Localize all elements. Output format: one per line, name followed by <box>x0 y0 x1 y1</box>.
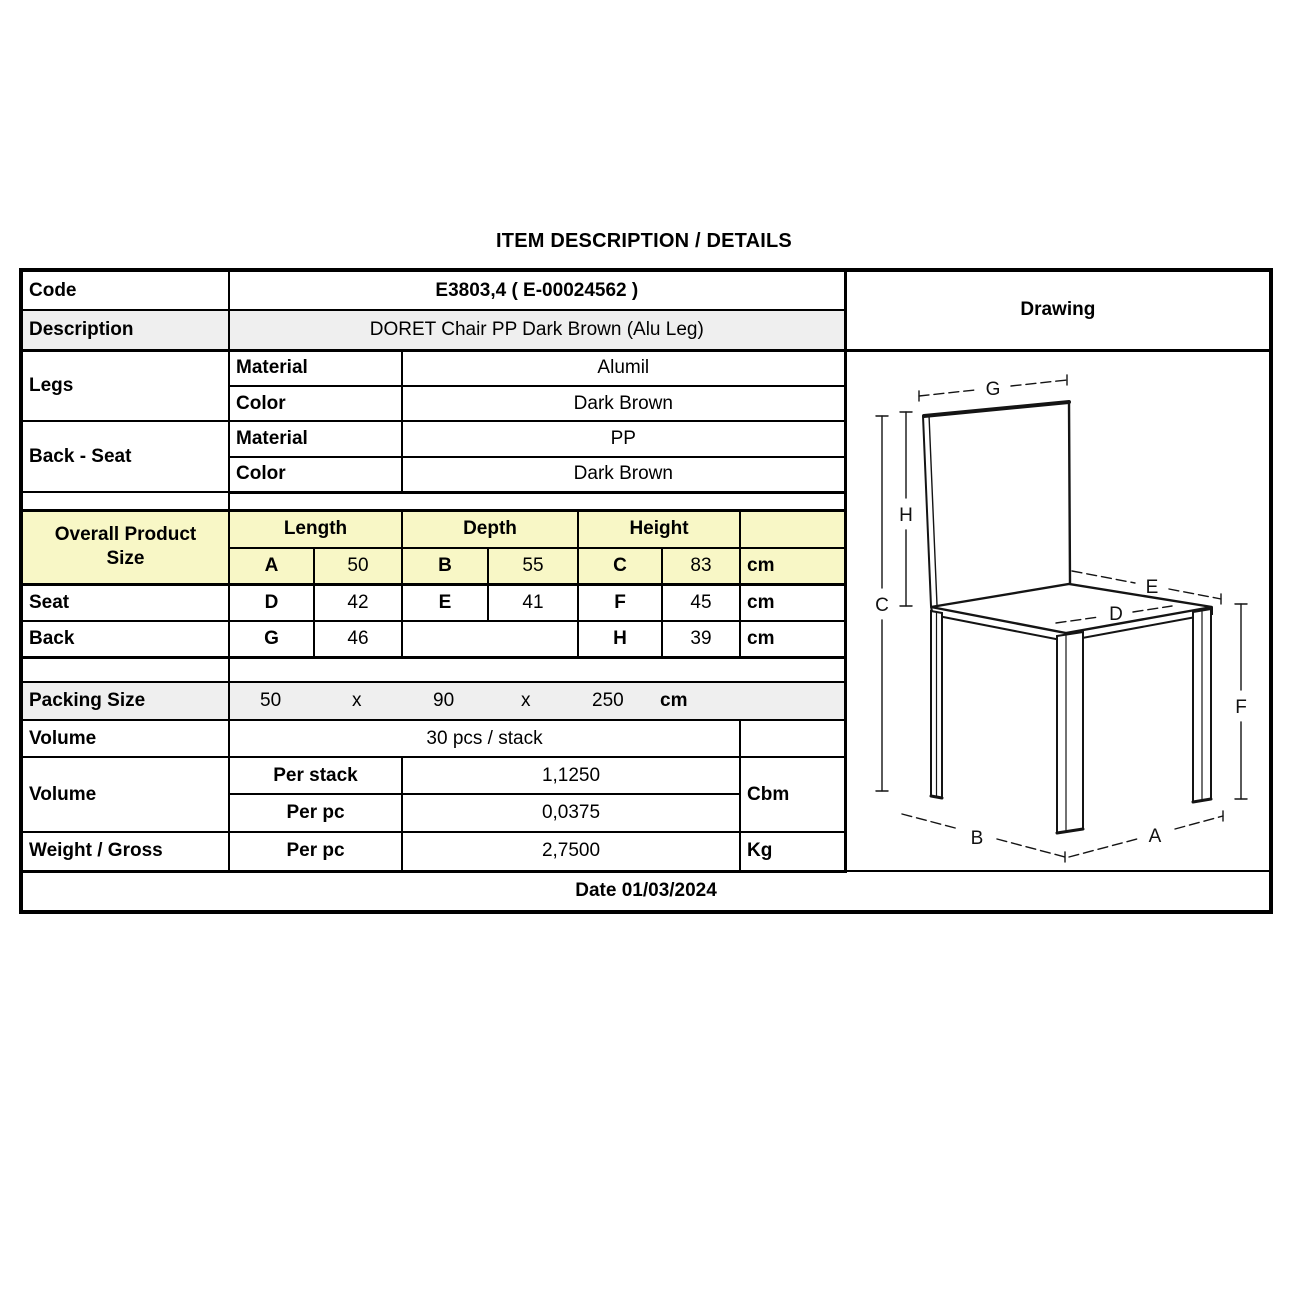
packing-x-1: x <box>352 690 362 711</box>
chair-legs <box>931 609 1211 833</box>
code-label: Code <box>21 270 229 310</box>
chair-seat <box>931 584 1212 641</box>
back-empty-cell <box>402 621 578 657</box>
per-pc-label: Per pc <box>229 794 402 832</box>
spacer-cell <box>229 492 845 510</box>
spacer-cell <box>21 492 229 510</box>
weight-gross-label: Weight / Gross <box>21 832 229 871</box>
dim-label-g: G <box>985 378 1000 400</box>
overall-unit: cm <box>740 548 845 584</box>
legs-color-label: Color <box>229 386 402 421</box>
dim-label-a: A <box>1148 825 1161 847</box>
length-header: Length <box>229 510 402 548</box>
legs-color-value: Dark Brown <box>402 386 845 421</box>
overall-b-value: 55 <box>488 548 578 584</box>
packing-dim-2: 90 <box>433 690 455 711</box>
dim-label-c: C <box>874 594 889 616</box>
per-pc-value: 0,0375 <box>402 794 740 832</box>
overall-size-label: Overall Product Size <box>21 510 229 584</box>
weight-value: 2,7500 <box>402 832 740 871</box>
back-seat-color-label: Color <box>229 457 402 492</box>
code-value: E3803,4 ( E-00024562 ) <box>229 270 845 310</box>
seat-e-value: 41 <box>488 584 578 621</box>
seat-d-value: 42 <box>314 584 402 621</box>
dim-a <box>1069 811 1223 857</box>
overall-a-value: 50 <box>314 548 402 584</box>
dim-label-e: E <box>1145 576 1158 598</box>
back-h: H <box>578 621 662 657</box>
volume-unit: Cbm <box>740 757 845 832</box>
packing-x-2: x <box>521 690 531 711</box>
back-label: Back <box>21 621 229 657</box>
packing-dim-3: 250 <box>592 690 624 711</box>
seat-label: Seat <box>21 584 229 621</box>
spec-table <box>19 268 1273 914</box>
seat-unit: cm <box>740 584 845 621</box>
back-g: G <box>229 621 314 657</box>
legs-material-label: Material <box>229 350 402 386</box>
volume-pcs-value: 30 pcs / stack <box>229 720 740 757</box>
date-line: Date 01/03/2024 <box>21 871 1271 912</box>
dim-b <box>902 814 1065 862</box>
legs-label: Legs <box>21 350 229 421</box>
back-seat-material-label: Material <box>229 421 402 457</box>
seat-d: D <box>229 584 314 621</box>
back-unit: cm <box>740 621 845 657</box>
back-seat-color-value: Dark Brown <box>402 457 845 492</box>
dim-label-d: D <box>1108 603 1123 625</box>
packing-size-label: Packing Size <box>21 682 229 720</box>
back-g-value: 46 <box>314 621 402 657</box>
overall-a: A <box>229 548 314 584</box>
page-title: ITEM DESCRIPTION / DETAILS <box>496 230 792 252</box>
seat-f: F <box>578 584 662 621</box>
depth-header: Depth <box>402 510 578 548</box>
drawing-header: Drawing <box>845 270 1271 350</box>
packing-unit: cm <box>660 690 688 711</box>
dim-label-f: F <box>1234 696 1247 718</box>
overall-c-value: 83 <box>662 548 740 584</box>
back-seat-material-value: PP <box>402 421 845 457</box>
spacer-cell <box>21 657 229 682</box>
chair-backrest <box>923 402 1070 606</box>
volume-pcs-unit-cell <box>740 720 845 757</box>
dim-label-b: B <box>970 827 983 849</box>
packing-size-values <box>229 682 845 720</box>
per-stack-label: Per stack <box>229 757 402 794</box>
description-value: DORET Chair PP Dark Brown (Alu Leg) <box>229 310 845 350</box>
volume-pcs-label: Volume <box>21 720 229 757</box>
chair-drawing <box>847 352 1269 866</box>
drawing-canvas <box>845 350 1271 871</box>
packing-dim-1: 50 <box>260 690 282 711</box>
overall-c: C <box>578 548 662 584</box>
spacer-cell <box>229 657 845 682</box>
description-label: Description <box>21 310 229 350</box>
per-stack-value: 1,1250 <box>402 757 740 794</box>
volume-label: Volume <box>21 757 229 832</box>
back-seat-label: Back - Seat <box>21 421 229 492</box>
dim-label-h: H <box>898 504 913 526</box>
height-header: Height <box>578 510 740 548</box>
back-h-value: 39 <box>662 621 740 657</box>
seat-e: E <box>402 584 488 621</box>
overall-b: B <box>402 548 488 584</box>
weight-per-pc-label: Per pc <box>229 832 402 871</box>
weight-unit: Kg <box>740 832 845 871</box>
legs-material-value: Alumil <box>402 350 845 386</box>
unit-header-cell <box>740 510 845 548</box>
seat-f-value: 45 <box>662 584 740 621</box>
